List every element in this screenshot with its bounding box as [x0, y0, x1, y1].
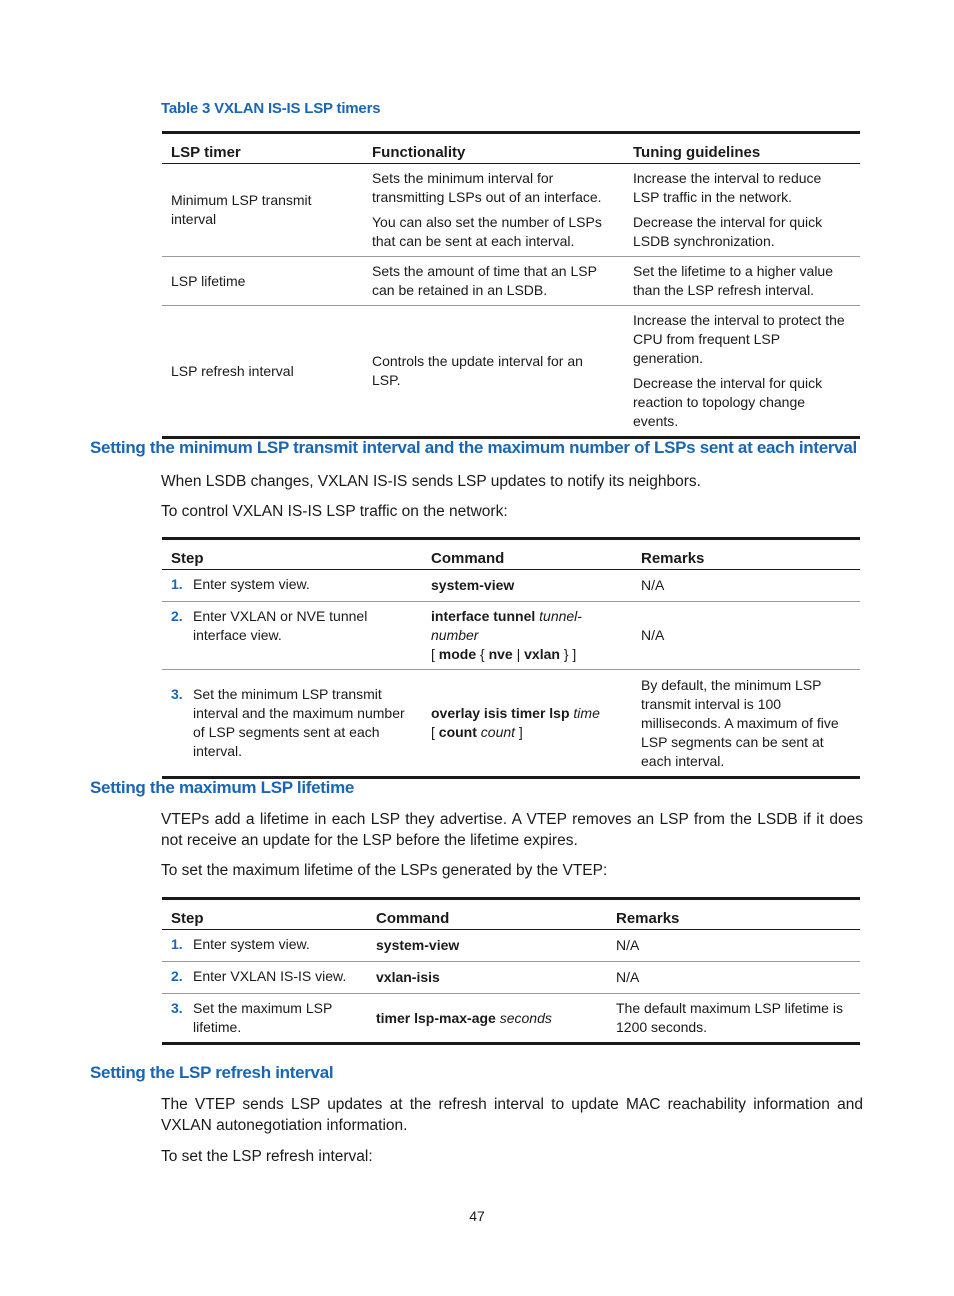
- functionality-cell: [363, 164, 624, 257]
- column-header: Step: [171, 910, 204, 927]
- guidelines-cell: [624, 257, 860, 306]
- command-argument: tunnel-number: [431, 608, 582, 643]
- command-cell: [422, 570, 632, 602]
- table-row: [162, 164, 860, 257]
- step-number: 2.: [171, 968, 183, 984]
- section-heading: Setting the maximum LSP lifetime: [90, 778, 355, 797]
- timer-cell: Minimum LSP transmit interval: [171, 192, 312, 227]
- command-keyword: system-view: [376, 937, 460, 953]
- guidelines-cell: [624, 164, 860, 257]
- steps-table: [162, 897, 860, 1045]
- cell-text: Increase the interval to protect the CPU from frequent LSP generation.: [633, 312, 845, 366]
- column-header: LSP timer: [171, 144, 241, 161]
- command-keyword: overlay isis timer lsp: [431, 705, 570, 721]
- command-cell: [367, 994, 607, 1044]
- table-header-row: [162, 539, 860, 570]
- steps-table: [162, 537, 860, 779]
- step-cell: [162, 930, 367, 962]
- step-description: Enter system view.: [193, 576, 310, 592]
- step-number: 3.: [171, 1000, 183, 1016]
- section-heading: Setting the minimum LSP transmit interval and the maximum number of LSPs sent at each interval: [90, 438, 857, 457]
- section-heading: Setting the LSP refresh interval: [90, 1063, 334, 1082]
- functionality-cell: [363, 257, 624, 306]
- remarks-cell: The default maximum LSP lifetime is 1200 seconds.: [616, 1000, 843, 1035]
- step-number: 2.: [171, 608, 183, 624]
- step-number: 3.: [171, 686, 183, 702]
- column-header: Step: [171, 550, 204, 567]
- table-row: [162, 602, 860, 670]
- timer-cell: LSP lifetime: [171, 272, 246, 289]
- step-cell: [162, 602, 422, 670]
- remarks-cell: By default, the minimum LSP transmit interval is 100 milliseconds. A maximum of five LSP segments can be sent at each interval.: [641, 676, 839, 769]
- timer-cell: LSP refresh interval: [171, 362, 294, 379]
- paragraph: To control VXLAN IS-IS LSP traffic on the network:: [161, 503, 508, 520]
- command-keyword: vxlan-isis: [376, 969, 440, 985]
- step-description: Enter VXLAN IS-IS view.: [193, 968, 347, 984]
- command-cell: [422, 670, 632, 778]
- page-number: 47: [469, 1208, 485, 1224]
- command-keyword: count: [438, 724, 477, 740]
- step-description: Enter VXLAN or NVE tunnel interface view.: [193, 608, 368, 643]
- paragraph: VTEPs add a lifetime in each LSP they advertise. A VTEP removes an LSP from the LSDB if it does not receive an update for the LSP before the lifetime expires.: [161, 811, 863, 849]
- command-keyword: system-view: [431, 577, 515, 593]
- command-keyword: vxlan: [524, 646, 560, 662]
- cell-text: Sets the amount of time that an LSP can be retained in an LSDB.: [372, 263, 597, 298]
- table-caption: Table 3 VXLAN IS-IS LSP timers: [161, 100, 381, 117]
- guidelines-cell: [624, 306, 860, 438]
- paragraph: The VTEP sends LSP updates at the refresh interval to update MAC reachability information and VXLAN autonegotiation information.: [161, 1096, 863, 1134]
- step-cell: [162, 570, 422, 602]
- command-syntax: |: [516, 646, 521, 662]
- column-header: Command: [431, 550, 505, 567]
- functionality-cell: [363, 306, 624, 438]
- command-argument: time: [573, 705, 600, 721]
- command-argument: count: [480, 724, 516, 740]
- table-row: [162, 306, 860, 438]
- command-syntax: [: [431, 646, 435, 662]
- command-syntax: } ]: [563, 646, 577, 662]
- column-header: Command: [376, 910, 450, 927]
- command-keyword: timer lsp-max-age: [376, 1009, 496, 1026]
- command-syntax: {: [480, 646, 485, 662]
- column-header: Remarks: [641, 550, 705, 567]
- step-number: 1.: [171, 936, 183, 952]
- step-cell: [162, 994, 367, 1044]
- column-header: Tuning guidelines: [633, 144, 761, 161]
- command-syntax: [: [431, 724, 435, 740]
- table-row: [162, 670, 860, 778]
- command-syntax: ]: [518, 724, 523, 740]
- step-cell: [162, 962, 367, 994]
- remarks-cell: N/A: [616, 969, 640, 985]
- table-row: [162, 962, 860, 994]
- command-keyword: nve: [488, 646, 513, 662]
- cell-text: Decrease the interval for quick LSDB synchronization.: [633, 214, 823, 249]
- remarks-cell: N/A: [616, 937, 640, 953]
- column-header: Remarks: [616, 910, 680, 927]
- step-description: Set the maximum LSP lifetime.: [193, 1000, 333, 1035]
- command-cell: [422, 602, 632, 670]
- step-description: Set the minimum LSP transmit interval and the maximum number of LSP segments sent at each interval.: [193, 686, 405, 759]
- cell-text: Set the lifetime to a higher value than the LSP refresh interval.: [633, 263, 834, 298]
- paragraph: When LSDB changes, VXLAN IS-IS sends LSP updates to notify its neighbors.: [161, 473, 701, 490]
- table-header-row: [162, 133, 860, 164]
- cell-text: Sets the minimum interval for transmitting LSPs out of an interface.: [372, 170, 602, 205]
- command-cell: [367, 962, 607, 994]
- command-argument: seconds: [499, 1009, 552, 1026]
- lsp-timers-table: [162, 131, 860, 439]
- table-header-row: [162, 899, 860, 930]
- cell-text: You can also set the number of LSPs that can be sent at each interval.: [372, 214, 602, 249]
- cell-text: Decrease the interval for quick reaction to topology change events.: [633, 375, 823, 429]
- cell-text: Increase the interval to reduce LSP traffic in the network.: [633, 170, 822, 205]
- column-header: Functionality: [372, 144, 466, 161]
- table-row: [162, 994, 860, 1044]
- command-keyword: interface tunnel: [431, 608, 536, 624]
- cell-text: Controls the update interval for an LSP.: [372, 353, 583, 388]
- table-row: [162, 570, 860, 602]
- command-keyword: mode: [438, 646, 477, 662]
- table-row: [162, 257, 860, 306]
- step-number: 1.: [171, 576, 183, 592]
- step-cell: [162, 670, 422, 778]
- paragraph: To set the maximum lifetime of the LSPs generated by the VTEP:: [161, 862, 608, 879]
- command-cell: [367, 930, 607, 962]
- step-description: Enter system view.: [193, 936, 310, 952]
- remarks-cell: N/A: [641, 577, 665, 593]
- remarks-cell: N/A: [641, 627, 665, 643]
- paragraph: To set the LSP refresh interval:: [161, 1148, 373, 1165]
- table-row: [162, 930, 860, 962]
